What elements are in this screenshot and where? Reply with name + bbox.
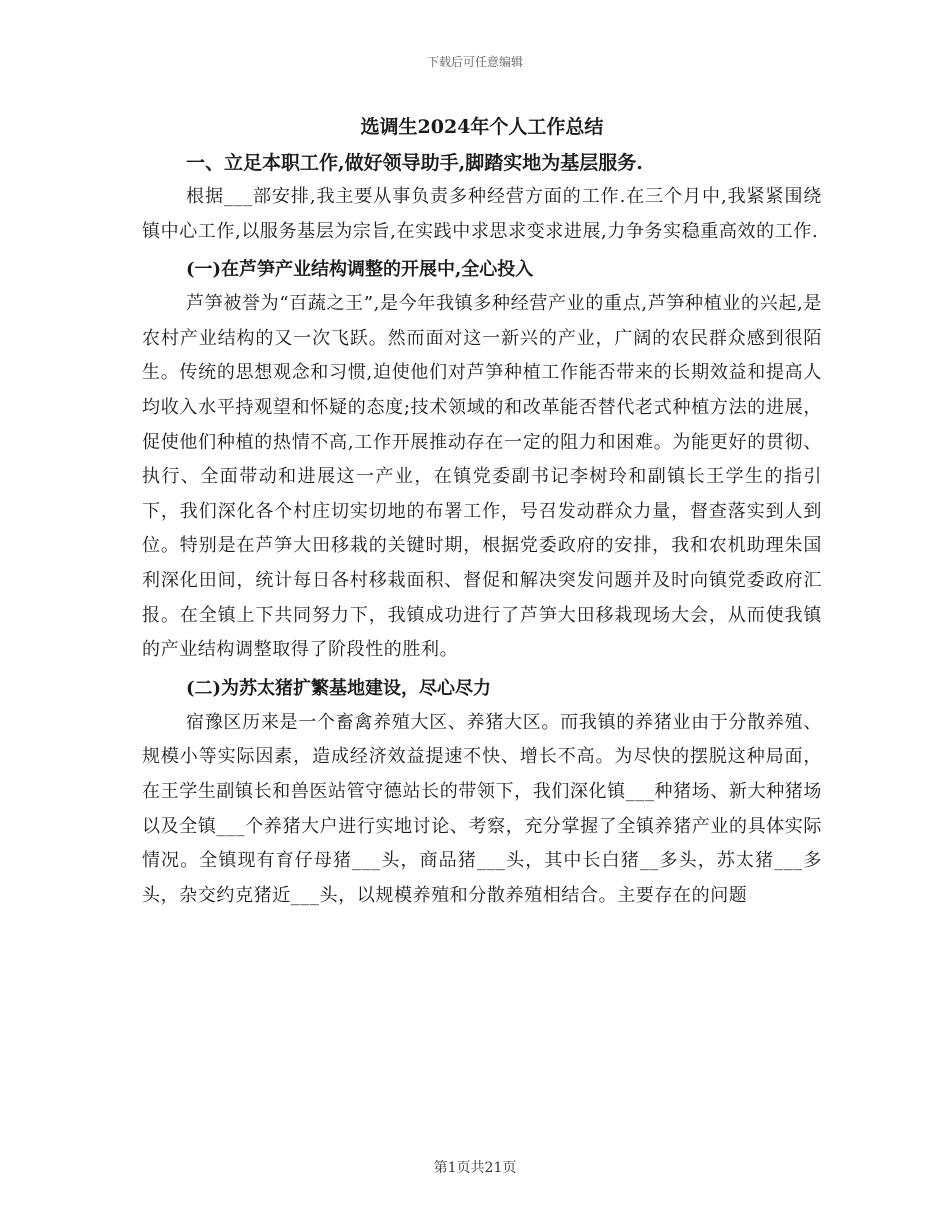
header-note: 下载后可任意编辑 <box>426 55 523 69</box>
subsection-2-paragraph: 宿豫区历来是一个畜禽养殖大区、养猪大区。而我镇的养猪业由于分散养殖、规模小等实际因素，造成经济效益提速不快、增长不高。为尽快的摆脱这种局面，在王学生副镇长和兽医站管守德站长的带领下，我们深化镇___种猪场、新大种猪场以及全镇___个养猪大户进行实地讨论、考察，充分掌握了全镇养猪产业的具体实际情况。全镇现有育仔母猪___头，商品猪___头，其中长白猪__多头，苏太猪___多头，杂交约克猪近___头，以规模养殖和分散养殖相结合。主要存在的问题 <box>142 711 822 906</box>
section-1-heading: 一、立足本职工作,做好领导助手,脚踏实地为基层服务. <box>186 152 643 174</box>
page-footer: 第1页共21页 <box>433 1160 517 1176</box>
section-1-paragraph: 根据___部安排,我主要从事负责多种经营方面的工作.在三个月中,我紧紧围绕镇中心工作,以服务基层为宗旨,在实践中求思求变求进展,力争务实稳重高效的工作. <box>142 186 822 242</box>
subsection-2-heading: (二)为苏太猪扩繁基地建设，尽心尽力 <box>186 677 492 699</box>
document-body <box>142 112 822 913</box>
document-title: 选调生2024年个人工作总结 <box>360 116 604 138</box>
subsection-1-paragraph: 芦笋被誉为“百蔬之王”,是今年我镇多种经营产业的重点,芦笋种植业的兴起,是农村产业结构的又一次飞跃。然而面对这一新兴的产业，广阔的农民群众感到很陌生。传统的思想观念和习惯,迫使他们对芦笋种植工作能否带来的长期效益和提高人均收入水平持观望和怀疑的态度;技术领域的和改革能否替代老式种植方法的进展，促使他们种植的热情不高,工作开展推动存在一定的阻力和困难。为能更好的贯彻、执行、全面带动和进展这一产业，在镇党委副书记李树玲和副镇长王学生的指引下，我们深化各个村庄切实切地的布署工作，号召发动群众力量，督查落实到人到位。特别是在芦笋大田移栽的关键时期，根据党委政府的安排，我和农机助理朱国利深化田间，统计每日各村移栽面积、督促和解决突发问题并及时向镇党委政府汇报。在全镇上下共同努力下，我镇成功进行了芦笋大田移栽现场大会，从而使我镇的产业结构调整取得了阶段性的胜利。 <box>142 293 822 661</box>
subsection-1-heading: (一)在芦笋产业结构调整的开展中,全心投入 <box>186 259 534 281</box>
